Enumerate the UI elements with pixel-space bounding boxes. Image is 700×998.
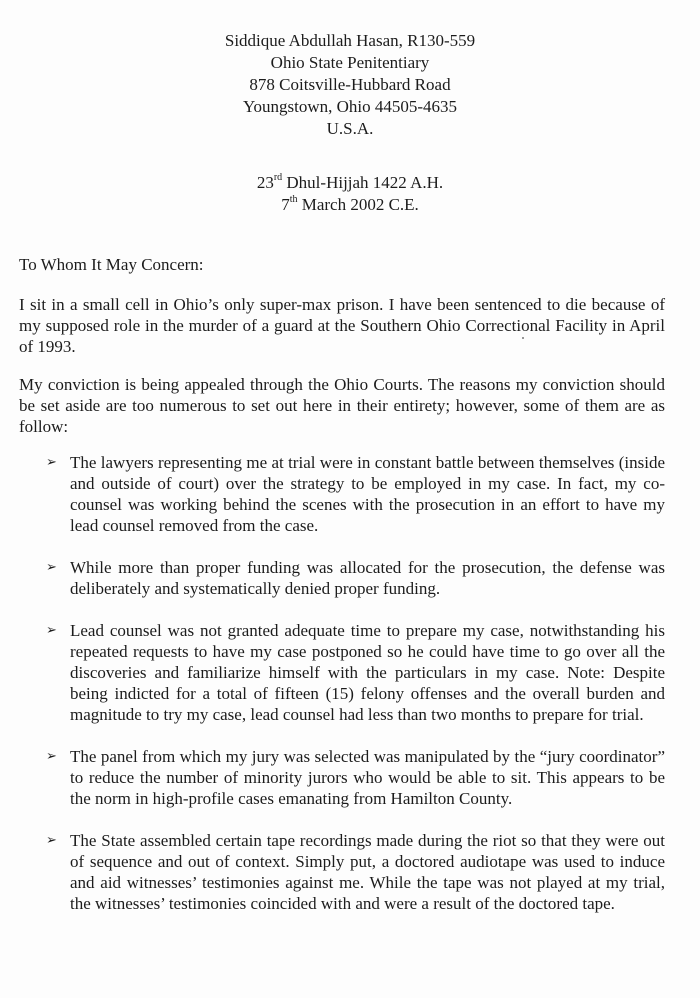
sender-name: Siddique Abdullah Hasan, R130-559 [224, 31, 476, 50]
list-item-text: While more than proper funding was allocated for the prosecution, the defense was deliberately and systematically denied proper funding. [70, 558, 665, 598]
list-item-text: The State assembled certain tape recordings made during the riot so that they were out of sequence and out of context. Simply put, a doctored audiotape was used to induce and aid witnesses’ testimonies against me. While the tape was not played at my trial, the witnesses’ testimonies coincided with and were a result of the doctored tape. [70, 831, 665, 913]
date-block [0, 172, 700, 216]
list-item [19, 830, 665, 914]
scan-speck [522, 337, 524, 339]
arrow-bullet-icon: ➢ [46, 623, 57, 638]
institution-name: Ohio State Penitentiary [270, 53, 430, 72]
reasons-list [19, 452, 665, 935]
list-item-text: The lawyers representing me at trial were in constant battle between themselves (inside and outside of court) over the strategy to be employed in my case. In fact, my co-counsel was working behind the scenes with the prosecution in an effort to have my lead counsel removed from the case. [70, 453, 665, 535]
list-item [19, 557, 665, 599]
country: U.S.A. [326, 119, 374, 138]
list-item-text: Lead counsel was not granted adequate time to prepare my case, notwithstanding his repeated requests to have my case postponed so he could have time to go over all the discoveries and familiarize himself with the particulars in my case. Note: Despite being indicted for a total of fifteen (15) felony offenses and the overall burden and magnitude to try my case, lead counsel had less than two months to prepare for trial. [70, 621, 665, 724]
list-item [19, 452, 665, 536]
arrow-bullet-icon: ➢ [46, 560, 57, 575]
sender-address-block [0, 30, 700, 140]
list-item [19, 746, 665, 809]
arrow-bullet-icon: ➢ [46, 455, 57, 470]
salutation: To Whom It May Concern: [19, 255, 204, 274]
paragraph-intro: I sit in a small cell in Ohio’s only super-max prison. I have been sentenced to die because of my supposed role in the murder of a guard at the Southern Ohio Correctional Facility in April of 1993. [19, 295, 665, 356]
arrow-bullet-icon: ➢ [46, 833, 57, 848]
list-item [19, 620, 665, 725]
list-item-text: The panel from which my jury was selected was manipulated by the “jury coordinator” to reduce the number of minority jurors who would be able to sit. This appears to be the norm in high-profile cases emanating from Hamilton County. [70, 747, 665, 808]
gregorian-date: 7th March 2002 C.E. [281, 194, 419, 214]
arrow-bullet-icon: ➢ [46, 749, 57, 764]
hijri-date: 23rd Dhul-Hijjah 1422 A.H. [256, 172, 444, 192]
city-state-zip: Youngstown, Ohio 44505-4635 [242, 97, 458, 116]
paragraph-conviction: My conviction is being appealed through the Ohio Courts. The reasons my conviction should be set aside are too numerous to set out here in their entirety; however, some of them are as follow: [19, 375, 665, 436]
street-address: 878 Coitsville-Hubbard Road [249, 75, 451, 94]
